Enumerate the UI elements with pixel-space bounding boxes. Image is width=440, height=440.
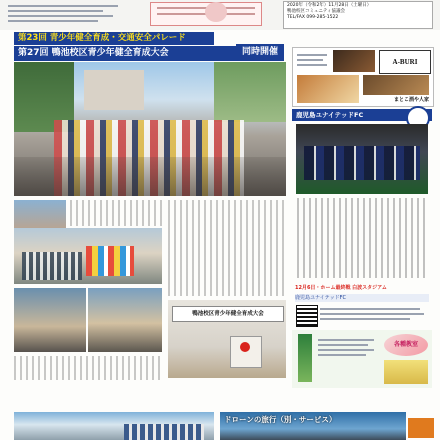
parade-photo xyxy=(14,62,286,196)
shop-ad xyxy=(292,47,434,107)
shop-ad-name: A-BURI xyxy=(379,50,431,74)
bottom-orange-badge xyxy=(408,418,434,438)
lower-right-notes xyxy=(318,336,378,359)
headline-tag: 同時開催 xyxy=(236,44,284,61)
shop-ad-notes xyxy=(297,51,331,69)
soccer-photo-players xyxy=(304,146,420,180)
stage-emblem-icon xyxy=(240,342,250,352)
photo-crowd xyxy=(22,252,82,280)
photo-caption-text xyxy=(70,200,164,226)
masthead-date: 2020年（令和2年）11月28日（土曜日） xyxy=(287,3,372,8)
bottom-right-photo xyxy=(220,412,406,440)
sports-banner: 鹿児島ユナイテッドFC xyxy=(292,109,432,121)
masthead-tel: TEL/FAX 099-285-1522 xyxy=(287,15,339,20)
masthead xyxy=(0,0,440,30)
stage-photo xyxy=(168,300,286,378)
lower-right-title: 各種教室 xyxy=(384,334,428,356)
lower-left-text xyxy=(14,356,162,380)
photo-small-3 xyxy=(88,288,162,352)
qr-notes xyxy=(320,305,428,323)
shop-ad-sub: まとこ酒や人家 xyxy=(393,97,429,103)
shop-ad-photo2 xyxy=(297,75,359,103)
headline-line1: 第23回 青少年健全育成・交通安全パレード xyxy=(14,32,214,45)
stage-podium xyxy=(230,336,262,368)
shop-ad-photo1 xyxy=(333,50,375,72)
sports-info-red: 12月6日・ホーム最終戦 白波スタジアム xyxy=(295,285,387,291)
qr-code-icon xyxy=(296,305,318,327)
masthead-left-notes xyxy=(8,2,128,25)
parade-photo-trees-right xyxy=(214,62,286,122)
soccer-photo xyxy=(296,124,428,194)
parade-photo-building xyxy=(84,70,144,110)
masthead-publisher: 鴨池校区コミュニティ協議会 xyxy=(287,9,346,14)
photo-colorful-banner xyxy=(86,246,134,276)
bottom-left-photo-crowd xyxy=(124,424,204,440)
headline-line2: 第27回 鴨池校区青少年健全育成大会 xyxy=(14,46,236,61)
masthead-emblem xyxy=(205,2,227,22)
sports-article-text xyxy=(297,198,427,278)
photo-small-2 xyxy=(14,288,86,352)
masthead-info-box xyxy=(283,1,433,29)
shop-ad-photo3 xyxy=(363,75,429,95)
parade-photo-road xyxy=(14,157,286,196)
sports-info-blue: 鹿児島ユナイテッドFC xyxy=(295,294,429,302)
bottom-left-photo xyxy=(14,412,214,440)
lower-right-box xyxy=(292,330,432,388)
article-text-columns xyxy=(168,200,286,296)
lower-right-illustration xyxy=(384,360,428,384)
lower-right-vertical-title xyxy=(298,334,312,382)
stage-banner: 鴨池校区青少年健全育成大会 xyxy=(172,306,284,322)
bottom-banner: ドローンの旅行（別・サービス） xyxy=(224,415,337,424)
photo-banner-parade xyxy=(14,228,162,284)
